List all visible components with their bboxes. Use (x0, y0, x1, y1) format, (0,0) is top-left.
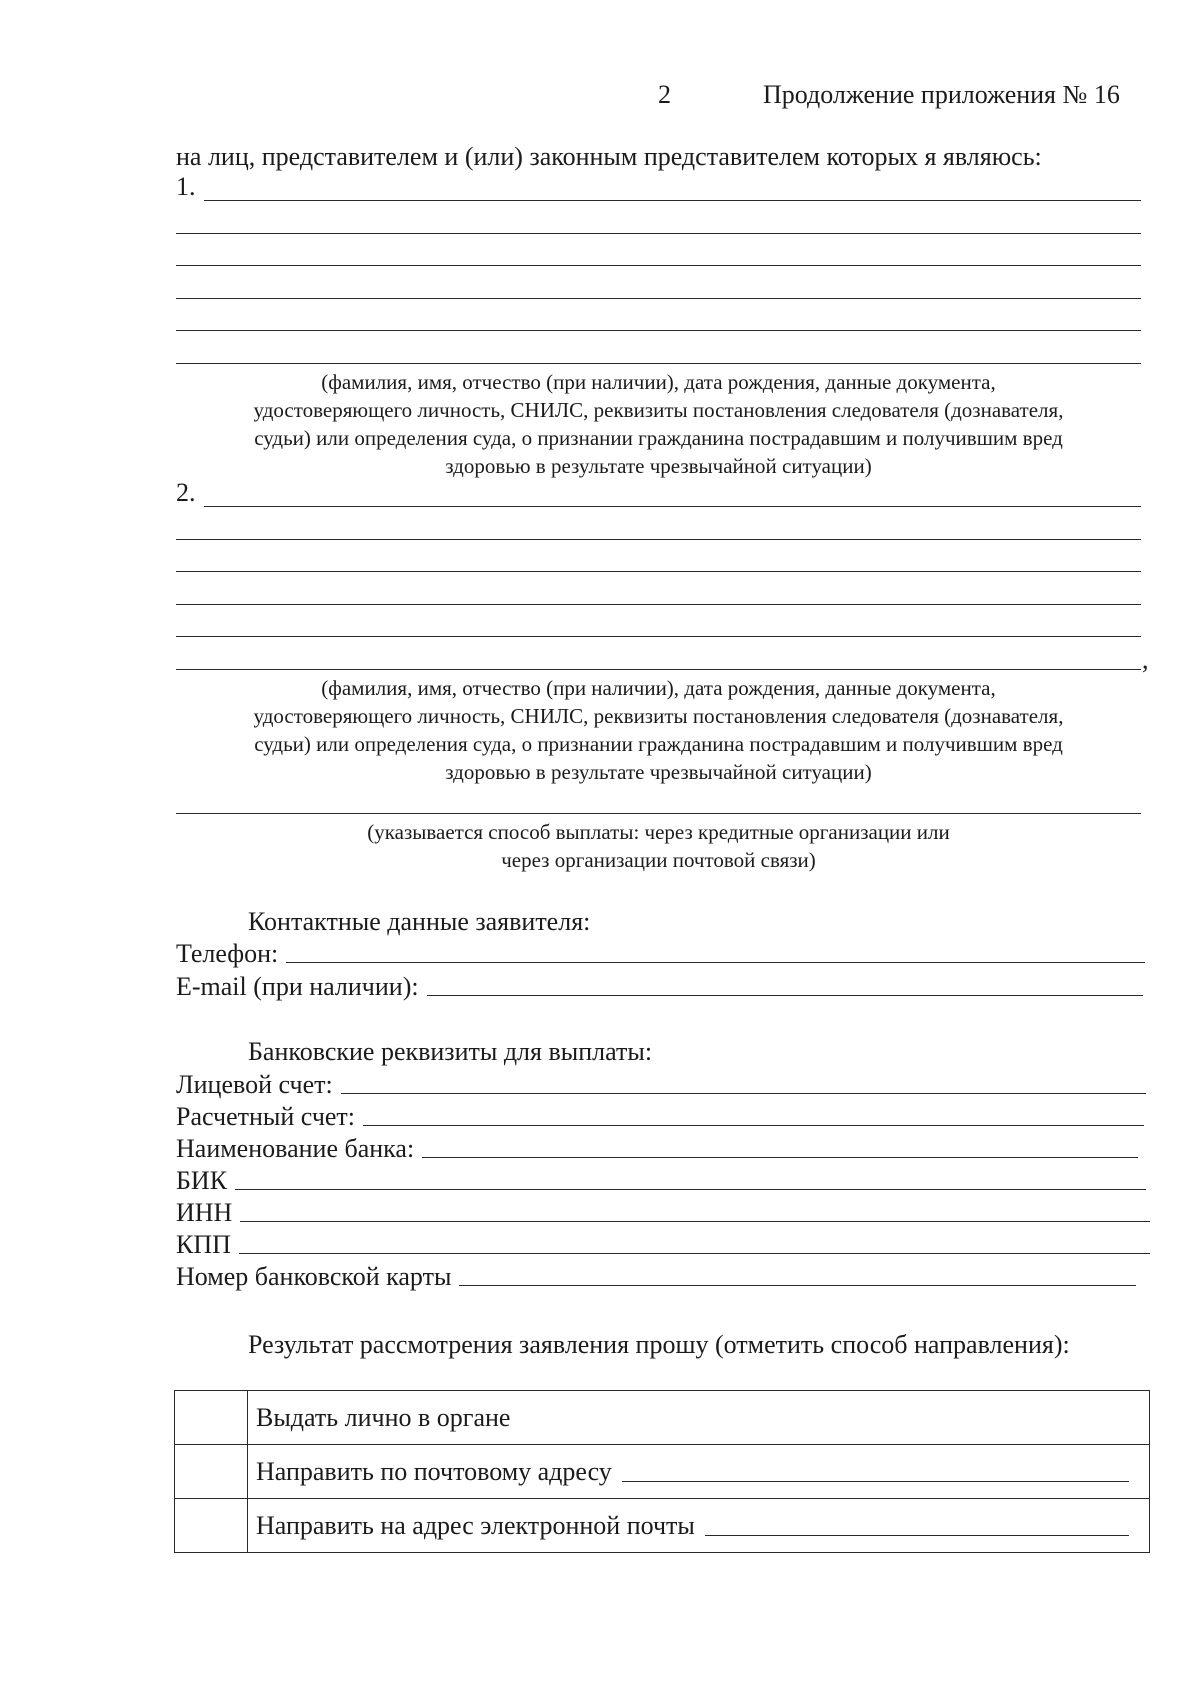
bank-row-inn (176, 1198, 1150, 1228)
person-2-line-2[interactable] (176, 539, 1141, 540)
card-number-field[interactable] (459, 1284, 1136, 1286)
delivery-option-postal-label: Направить по почтовому адресу (256, 1456, 612, 1486)
settlement-account-label: Расчетный счет: (176, 1102, 356, 1131)
delivery-options-table (174, 1390, 1150, 1553)
person-2-line-5[interactable] (176, 636, 1141, 637)
card-number-label: Номер банковской карты (176, 1262, 452, 1291)
person-1-line-1[interactable] (204, 200, 1141, 201)
person-2-note-line-4: здоровью в результате чрезвычайной ситуации) (445, 760, 872, 784)
person-1-line-2[interactable] (176, 233, 1141, 234)
delivery-option-checkbox[interactable] (175, 1499, 248, 1553)
delivery-option-row (175, 1391, 1150, 1445)
person-2-note-line-2: удостоверяющего личность, СНИЛС, реквизиты постановления следователя (дознавателя, (253, 704, 1064, 728)
settlement-account-field[interactable] (363, 1124, 1144, 1126)
payment-method-note (176, 818, 1141, 874)
person-1-number: 1. (176, 172, 196, 201)
person-1-note-line-4: здоровью в результате чрезвычайной ситуации) (445, 454, 872, 478)
delivery-option-cell (248, 1499, 1150, 1553)
bank-row-settlement-account (176, 1102, 1144, 1132)
payment-method-line[interactable] (176, 813, 1141, 814)
kpp-field[interactable] (239, 1252, 1150, 1254)
person-2-trailing-comma: , (1142, 645, 1149, 674)
bank-name-label: Наименование банка: (176, 1134, 415, 1163)
person-2-number: 2. (176, 478, 196, 507)
bank-row-card-number (176, 1262, 1136, 1292)
delivery-email-field[interactable] (705, 1535, 1129, 1536)
person-2-line-1[interactable] (204, 506, 1141, 507)
person-2-line-6[interactable] (176, 669, 1141, 670)
bik-field[interactable] (235, 1188, 1146, 1190)
inn-field[interactable] (240, 1220, 1150, 1222)
person-2-note-line-3: судьи) или определения суда, о признании гражданина пострадавшим и получившим вред (254, 732, 1063, 756)
personal-account-label: Лицевой счет: (176, 1070, 333, 1099)
person-2-note-line-1: (фамилия, имя, отчество (при наличии), дата рождения, данные документа, (321, 676, 996, 700)
payment-method-note-line-1: (указывается способ выплаты: через кредитные организации или (367, 820, 950, 844)
person-2-line-3[interactable] (176, 571, 1141, 572)
person-1-note-line-1: (фамилия, имя, отчество (при наличии), дата рождения, данные документа, (321, 370, 996, 394)
phone-label: Телефон: (176, 939, 279, 968)
person-1-line-3[interactable] (176, 265, 1141, 266)
delivery-option-cell (248, 1445, 1150, 1499)
delivery-option-row (175, 1445, 1150, 1499)
phone-field[interactable] (286, 961, 1145, 963)
email-field[interactable] (427, 994, 1143, 996)
postal-address-field[interactable] (622, 1481, 1129, 1482)
delivery-option-cell (248, 1391, 1150, 1445)
person-1-note-line-2: удостоверяющего личность, СНИЛС, реквизиты постановления следователя (дознавателя, (253, 398, 1064, 422)
bank-row-bank-name (176, 1134, 1138, 1164)
bank-row-personal-account (176, 1070, 1146, 1100)
person-1-line-4[interactable] (176, 298, 1141, 299)
result-heading: Результат рассмотрения заявления прошу (отметить способ направления): (248, 1330, 1070, 1359)
continuation-header: Продолжение приложения № 16 (763, 80, 1120, 109)
inn-label: ИНН (176, 1198, 233, 1227)
delivery-option-email-label: Направить на адрес электронной почты (256, 1510, 695, 1540)
delivery-option-in-person-label: Выдать лично в органе (256, 1402, 511, 1432)
bik-label: БИК (176, 1166, 228, 1195)
bank-name-field[interactable] (422, 1156, 1138, 1158)
phone-row (176, 939, 1145, 969)
delivery-option-checkbox[interactable] (175, 1391, 248, 1445)
person-1-line-5[interactable] (176, 330, 1141, 331)
contacts-heading: Контактные данные заявителя: (248, 907, 591, 936)
personal-account-field[interactable] (341, 1092, 1146, 1094)
person-1-line-6[interactable] (176, 363, 1141, 364)
email-row (176, 972, 1143, 1002)
delivery-option-row (175, 1499, 1150, 1553)
bank-row-bik (176, 1166, 1146, 1196)
bank-row-kpp (176, 1230, 1150, 1260)
bank-heading: Банковские реквизиты для выплаты: (248, 1037, 653, 1066)
intro-text: на лиц, представителем и (или) законным представителем которых я являюсь: (176, 142, 1042, 171)
person-1-note (176, 368, 1141, 480)
person-1-note-line-3: судьи) или определения суда, о признании гражданина пострадавшим и получившим вред (254, 426, 1063, 450)
person-2-note (176, 674, 1141, 786)
payment-method-note-line-2: через организации почтовой связи) (501, 848, 816, 872)
delivery-option-checkbox[interactable] (175, 1445, 248, 1499)
email-label: E-mail (при наличии): (176, 972, 419, 1001)
page-number: 2 (658, 80, 671, 109)
kpp-label: КПП (176, 1230, 231, 1259)
person-2-line-4[interactable] (176, 604, 1141, 605)
